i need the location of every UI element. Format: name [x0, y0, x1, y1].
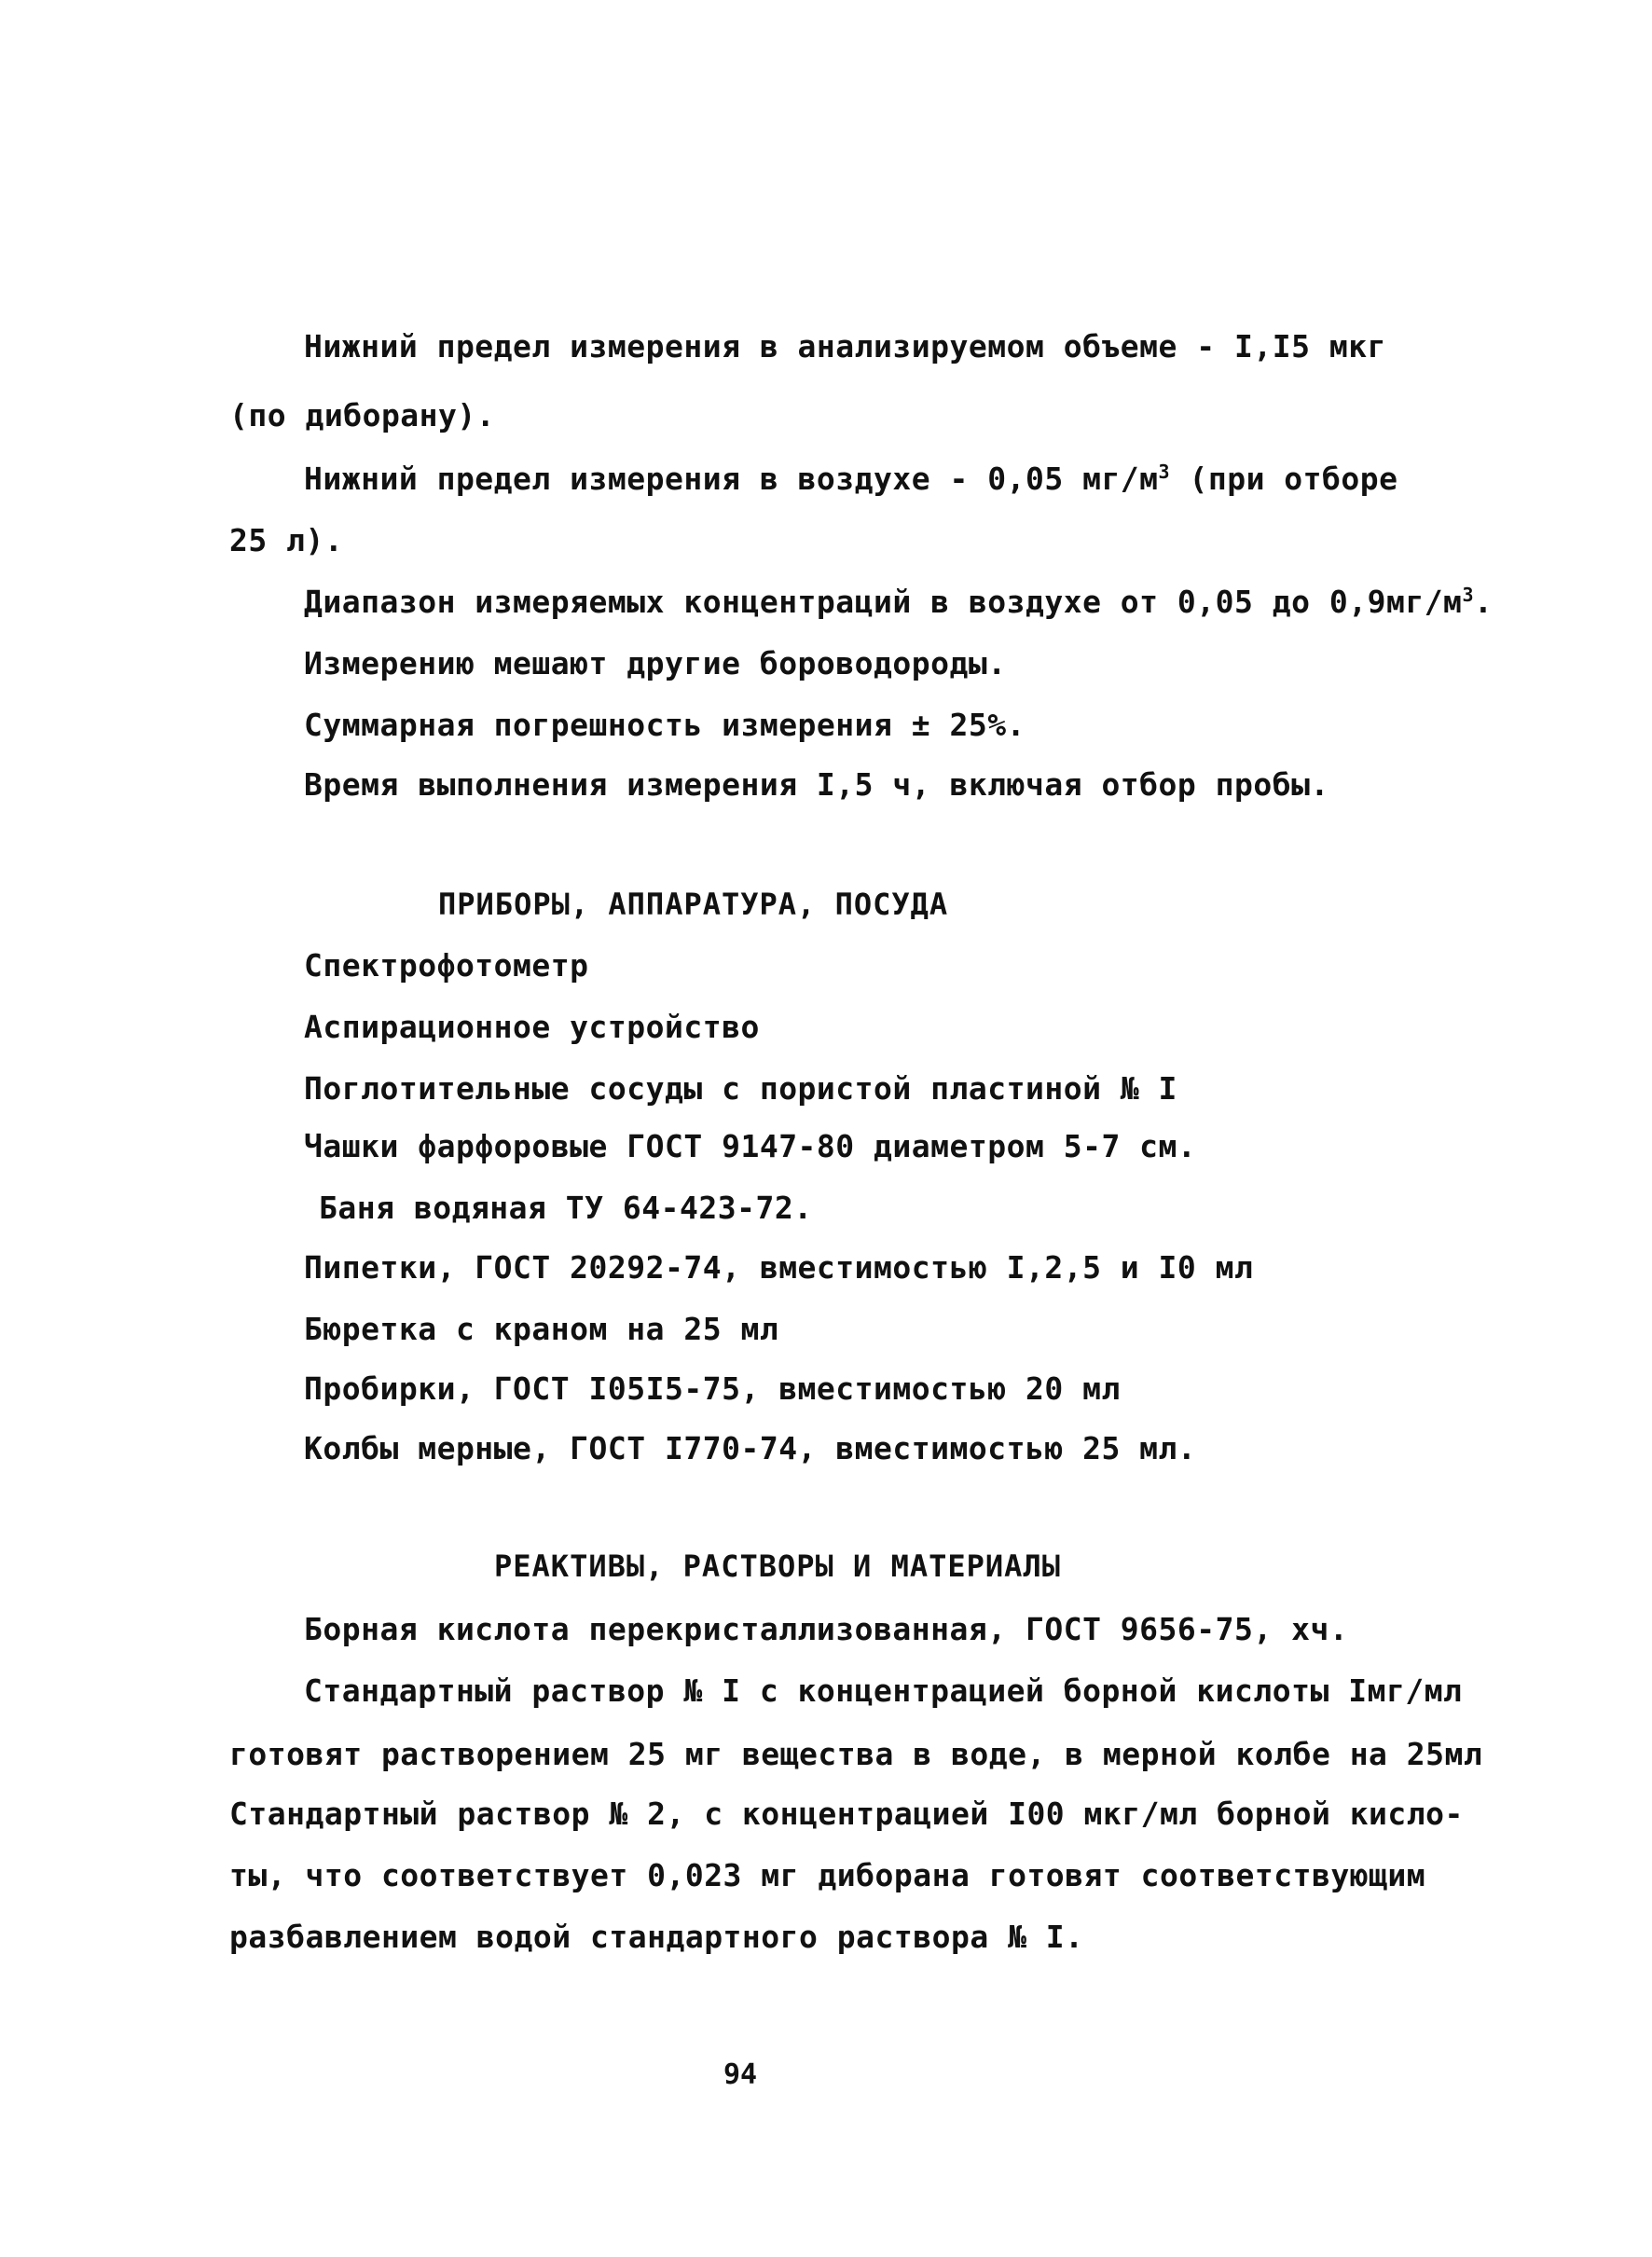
text-lower-limit-air-line-1	[304, 461, 1398, 498]
text-error: Суммарная погрешность измерения ± 25%.	[304, 707, 1026, 743]
page-number: 94	[723, 2058, 758, 2091]
text-lower-limit-volume-line-1: Нижний предел измерения в анализируемом объеме - I,I5 мкг	[304, 328, 1386, 365]
equipment-item: Поглотительные сосуды с пористой пластиной № I	[304, 1070, 1177, 1107]
text-interference: Измерению мешают другие бороводороды.	[304, 645, 1007, 681]
text-range	[304, 584, 1493, 621]
equipment-item: Баня водяная ТУ 64-423-72.	[319, 1190, 813, 1226]
text-time: Время выполнения измерения I,5 ч, включая отбор пробы.	[304, 766, 1329, 803]
equipment-item: Спектрофотометр	[304, 947, 589, 984]
section-heading-equipment: ПРИБОРЫ, АППАРАТУРА, ПОСУДА	[438, 887, 949, 922]
reagents-line: Борная кислота перекристаллизованная, ГОСТ 9656-75, хч.	[304, 1611, 1349, 1647]
text-range-part-1: Диапазон измеряемых концентраций в воздухе от 0,05 до 0,9мг/м	[304, 584, 1463, 620]
reagents-line: Стандартный раствор № I с концентрацией борной кислоты Iмг/мл	[304, 1672, 1463, 1709]
equipment-item: Пробирки, ГОСТ I05I5-75, вместимостью 20 мл	[304, 1370, 1121, 1407]
equipment-item: Колбы мерные, ГОСТ I770-74, вместимостью 25 мл.	[304, 1430, 1197, 1466]
equipment-item: Бюретка с краном на 25 мл	[304, 1311, 779, 1347]
reagents-line: ты, что соответствует 0,023 мг диборана готовят соответствующим	[229, 1857, 1426, 1893]
superscript-cubed: 3	[1158, 461, 1171, 483]
reagents-line: готовят растворением 25 мг вещества в воде, в мерной колбе на 25мл	[229, 1736, 1483, 1772]
text-lower-limit-volume-line-2: (по диборану).	[229, 397, 496, 434]
equipment-item: Чашки фарфоровые ГОСТ 9147-80 диаметром 5-7 см.	[304, 1128, 1197, 1164]
reagents-line: разбавлением водой стандартного раствора № I.	[229, 1919, 1084, 1955]
text-lower-limit-air-part-1: Нижний предел измерения в воздухе - 0,05 мг/м	[304, 461, 1159, 497]
text-lower-limit-air-part-2: (при отборе	[1170, 461, 1398, 497]
text-range-part-2: .	[1473, 584, 1494, 620]
section-heading-reagents: РЕАКТИВЫ, РАСТВОРЫ И МАТЕРИАЛЫ	[494, 1548, 1061, 1584]
superscript-cubed: 3	[1462, 584, 1474, 606]
reagents-line: Стандартный раствор № 2, с концентрацией I00 мкг/мл борной кисло-	[229, 1796, 1464, 1832]
equipment-item: Аспирационное устройство	[304, 1009, 760, 1045]
text-lower-limit-air-line-2: 25 л).	[229, 522, 344, 558]
equipment-item: Пипетки, ГОСТ 20292-74, вместимостью I,2,5 и I0 мл	[304, 1249, 1254, 1286]
